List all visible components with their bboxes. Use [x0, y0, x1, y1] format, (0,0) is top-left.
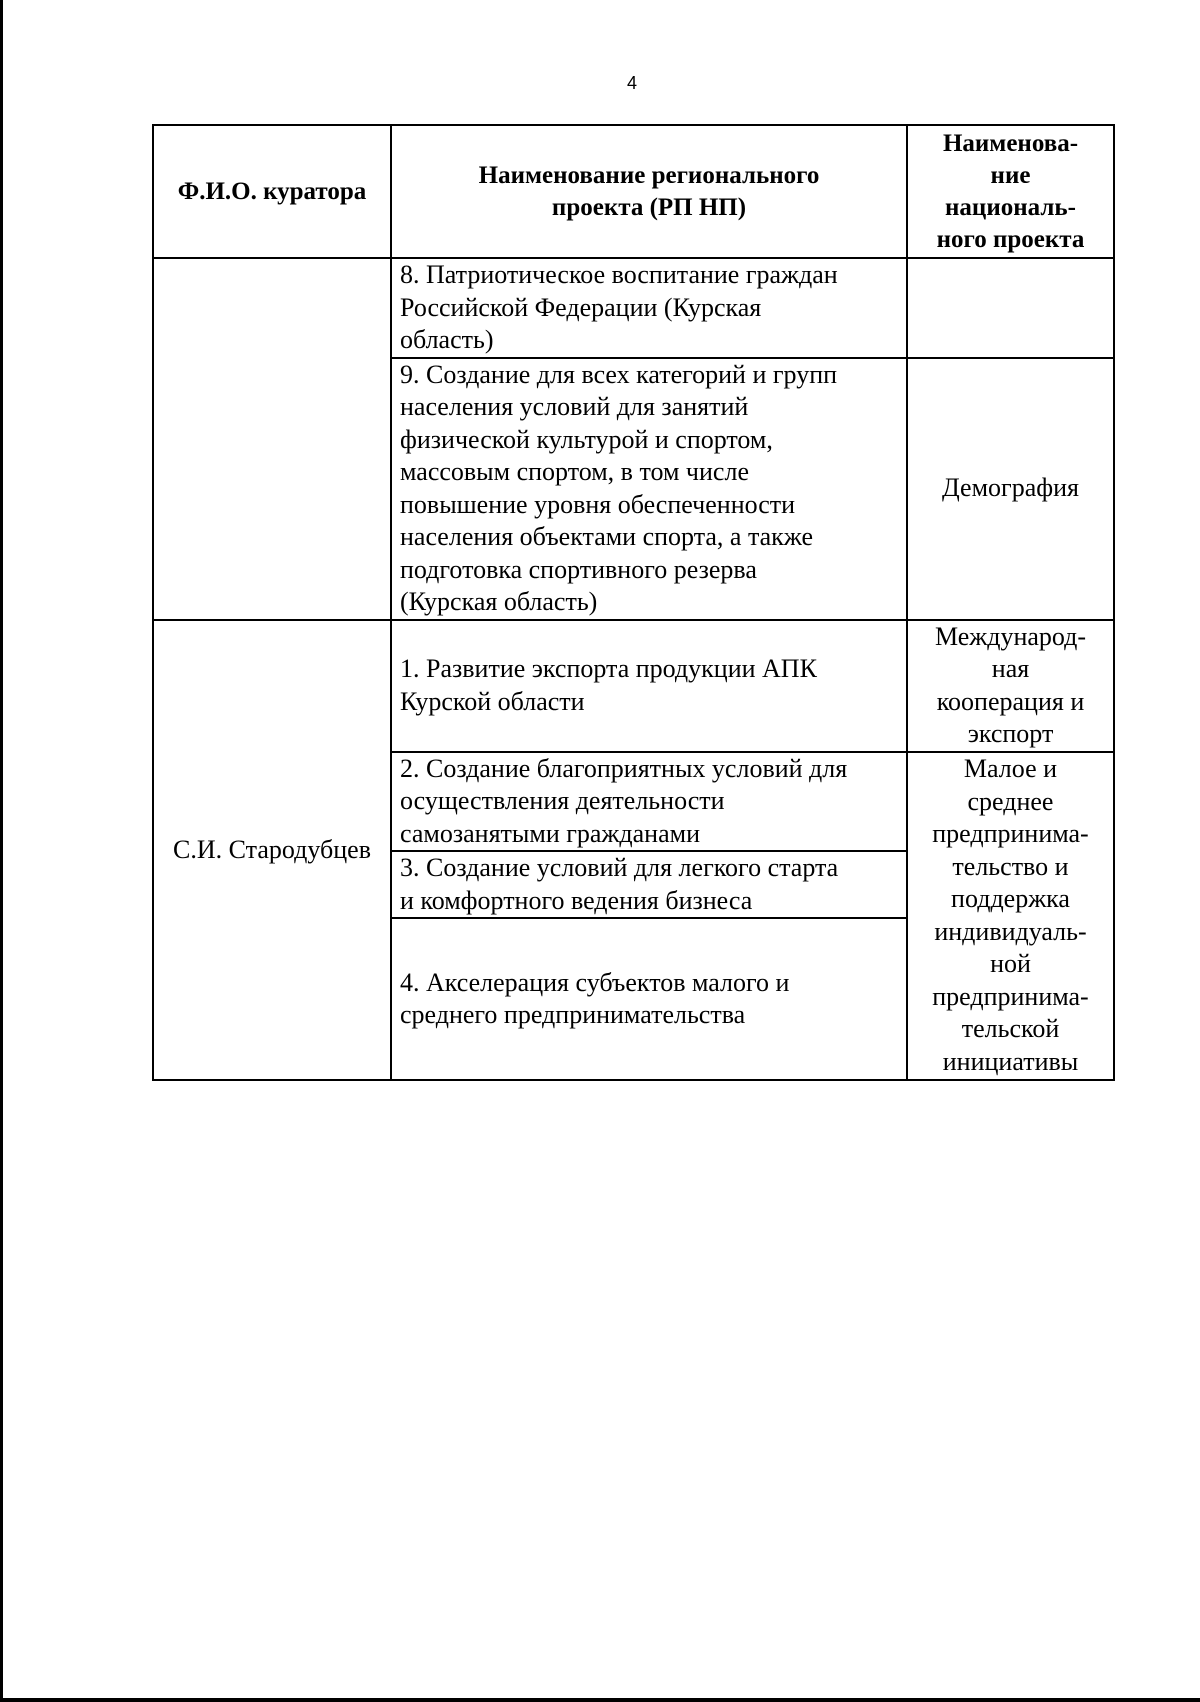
project-cell	[391, 620, 907, 752]
project-line: массовым спортом, в том числе	[400, 457, 749, 486]
national-project-line: ная	[991, 654, 1030, 683]
header-regional-project-line: Наименование регионального	[478, 161, 820, 189]
project-line: среднего предпринимательства	[400, 1000, 746, 1029]
national-project-cell	[907, 258, 1114, 358]
national-project-line: предпринима-	[932, 981, 1089, 1011]
project-cell	[391, 258, 907, 358]
national-project-line: кооперация и	[936, 686, 1085, 716]
project-line: повышение уровня обеспеченности	[400, 489, 796, 519]
project-cell	[391, 851, 907, 918]
project-line: осуществления деятельности	[400, 786, 725, 815]
header-national-project-line: националь-	[945, 193, 1076, 221]
header-curator	[153, 125, 391, 258]
project-line: 8. Патриотическое воспитание граждан	[400, 260, 838, 289]
national-project-line: экспорт	[967, 719, 1054, 748]
national-project-line: Международ-	[934, 621, 1087, 651]
national-project-line: инициативы	[942, 1046, 1079, 1076]
project-line: (Курская область)	[400, 587, 598, 616]
national-project-line: Демография	[942, 473, 1079, 503]
project-line: и комфортного ведения бизнеса	[400, 885, 753, 915]
curator-cell	[153, 620, 391, 1081]
project-line: область)	[400, 325, 494, 354]
header-regional-project	[391, 125, 907, 258]
header-national-project-line: Наименова-	[942, 129, 1079, 157]
project-line: 3. Создание условий для легкого старта	[400, 853, 839, 882]
header-regional-project-line: проекта (РП НП)	[551, 193, 747, 221]
national-project-line: поддержка	[951, 884, 1070, 914]
header-national-project-line: ного проекта	[936, 225, 1085, 253]
project-line: населения условий для занятий	[400, 392, 749, 421]
header-curator-text: Ф.И.О. куратора	[177, 177, 367, 205]
scan-edge-left	[0, 0, 3, 1702]
national-project-cell	[907, 620, 1114, 752]
project-line: 9. Создание для всех категорий и групп	[400, 359, 838, 389]
national-project-line: ной	[990, 949, 1031, 979]
project-line: населения объектами спорта, а также	[400, 522, 813, 551]
national-project-line: тельство и	[952, 851, 1069, 881]
header-national-project	[907, 125, 1114, 258]
curators-table	[152, 124, 1115, 1081]
header-national-project-line: ние	[990, 161, 1031, 189]
project-line: подготовка спортивного резерва	[400, 554, 757, 584]
project-line: 4. Акселерация субъектов малого и	[400, 967, 790, 997]
national-project-line: индивидуаль-	[934, 916, 1087, 946]
project-cell	[391, 358, 907, 620]
project-cell	[391, 918, 907, 1080]
national-project-cell	[907, 752, 1114, 1081]
national-project-line: тельской	[961, 1014, 1060, 1044]
scan-edge-bottom	[0, 1698, 1200, 1702]
page-number: 4	[626, 73, 637, 93]
project-line: 1. Развитие экспорта продукции АПК	[400, 654, 817, 683]
project-line: физической культурой и спортом,	[400, 424, 773, 454]
project-cell	[391, 752, 907, 852]
national-project-line: предпринима-	[932, 819, 1089, 849]
project-line: Российской Федерации (Курская	[400, 292, 762, 322]
table-row	[153, 620, 1114, 752]
project-line: Курской области	[400, 686, 585, 716]
national-project-cell	[907, 358, 1114, 620]
project-line: самозанятыми гражданами	[400, 818, 700, 848]
curator-cell	[153, 258, 391, 620]
curator-name: С.И. Стародубцев	[173, 834, 371, 864]
project-line: 2. Создание благоприятных условий для	[400, 753, 848, 783]
table-header-row	[153, 125, 1114, 258]
national-project-line: среднее	[967, 786, 1054, 816]
table-row	[153, 258, 1114, 358]
national-project-line: Малое и	[963, 754, 1058, 784]
